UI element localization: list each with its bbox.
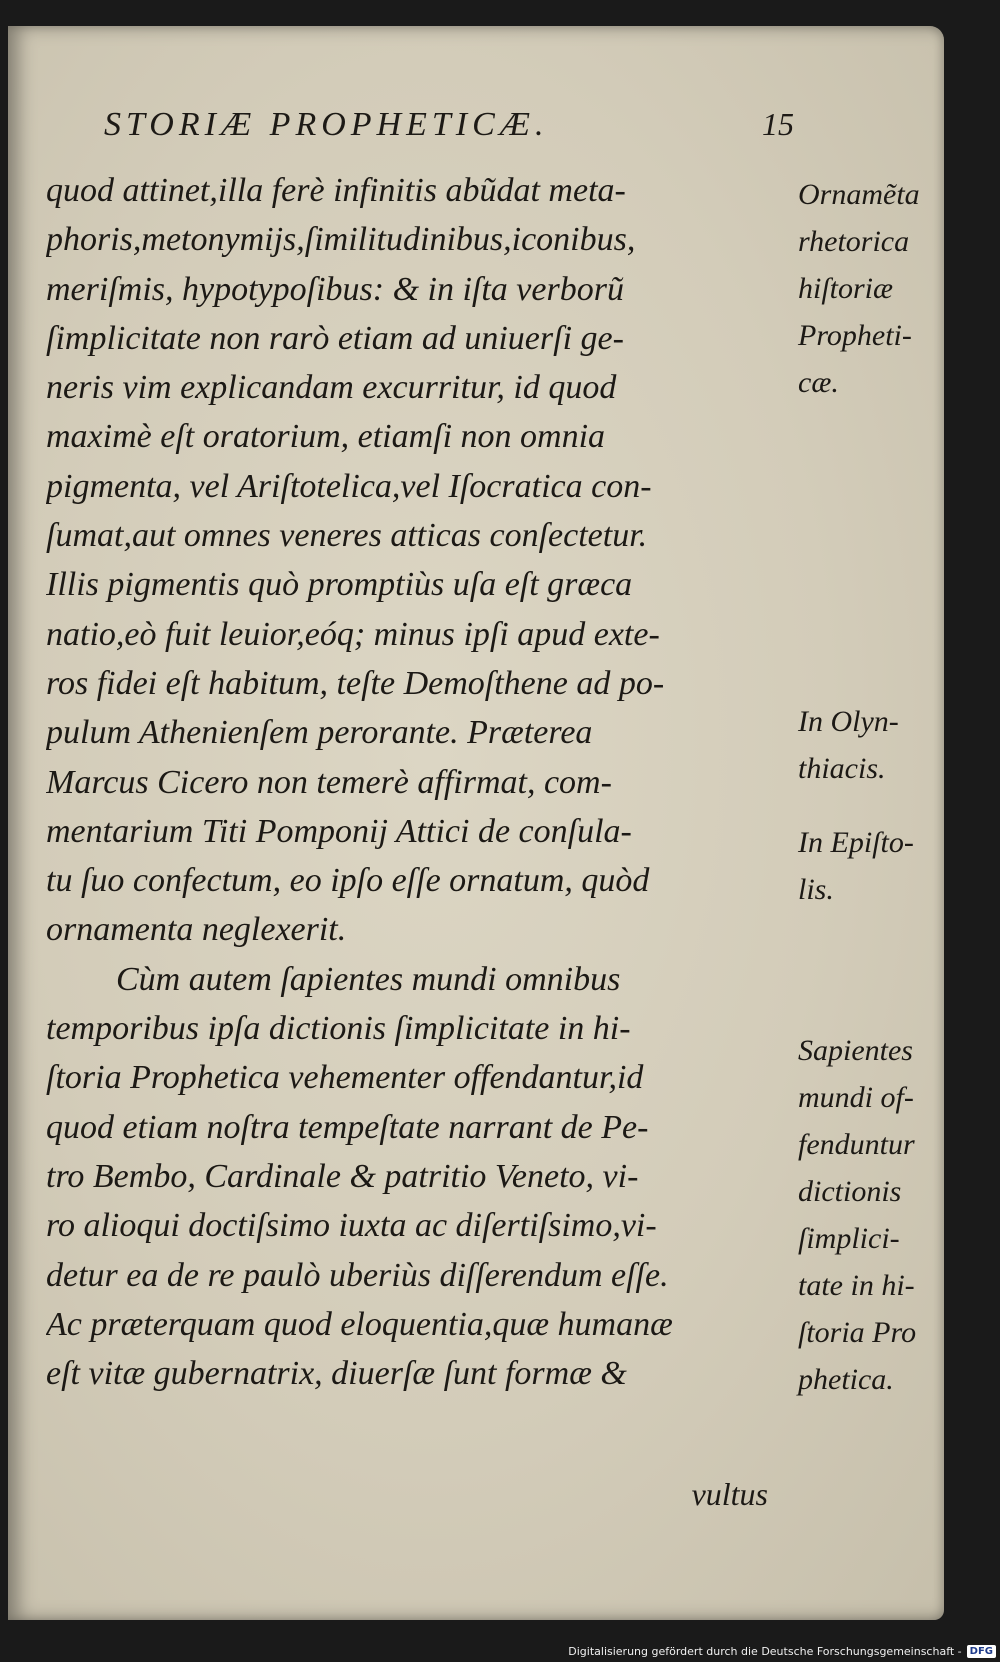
text-line: Ac præterquam quod eloquentia,quæ humanæ [46,1305,673,1343]
marginal-note-line: phetica. [798,1363,894,1396]
catchword: vultus [691,1476,768,1512]
text-line: tu ſuo confectum, eo ipſo eſſe ornatum, quòd [46,862,650,900]
marginal-note-line: Propheti- [798,319,912,352]
marginal-note-line: lis. [798,873,834,906]
marginal-note-line: cæ. [798,366,839,399]
digitization-credit [568,1645,996,1658]
body-text [46,166,788,1398]
text-line: pulum Athenienſem perorante. Præterea [46,714,593,752]
text-line: ſtoria Prophetica vehementer offendantur,id [46,1059,644,1097]
text-line: quod etiam noſtra tempeſtate narrant de Pe- [46,1108,649,1146]
text-line: ſimplicitate non rarò etiam ad uniuerſi ge- [46,319,624,357]
marginal-note-sapientes [798,1027,958,1403]
marginal-note-line: hiſtoriæ [798,272,894,305]
dfg-logo: DFG [967,1645,996,1658]
text-line: neris vim explicandam excurritur, id quod [46,369,617,407]
text-line: mentarium Titi Pomponij Attici de conſula- [46,812,632,850]
text-line: quod attinet,illa ferè infinitis abũdat meta- [46,172,626,209]
marginal-note-line: Ornamẽta [798,178,920,211]
text-line: pigmenta, vel Ariſtotelica,vel Iſocratica con- [46,467,652,505]
marginal-note-line: In Olyn- [798,705,899,738]
text-line: natio,eò fuit leuior,eóq; minus ipſi apud exte- [46,615,660,653]
marginal-note-line: tate in hi- [798,1269,915,1302]
marginal-note-line: In Epiſto- [798,826,914,859]
marginal-note-line: dictionis [798,1175,902,1208]
book-page [8,26,944,1620]
text-line: detur ea de re paulò uberiùs diſſerendum eſſe. [46,1256,669,1294]
marginal-note-line: rhetorica [798,225,910,258]
marginal-note-line: mundi of- [798,1081,914,1114]
marginal-note-olynthiacis [798,698,958,792]
marginal-note-ornamenta [798,171,958,406]
text-line: temporibus ipſa dictionis ſimplicitate in hi- [46,1010,631,1048]
page-number: 15 [762,106,794,142]
text-line: eſt vitæ gubernatrix, diuerſæ ſunt formæ & [46,1355,627,1393]
marginal-note-line: fenduntur [798,1128,915,1161]
text-line: Marcus Cicero non temerè affirmat, com- [46,763,612,801]
running-head [104,106,794,144]
text-line: ros fidei eſt habitum, teſte Demoſthene ad po- [46,664,665,702]
text-line: ornamenta neglexerit. [46,911,347,949]
text-line: Illis pigmentis quò promptiùs uſa eſt græca [46,566,633,604]
marginal-note-epistolis [798,819,958,913]
text-line: tro Bembo, Cardinale & patritio Veneto, vi- [46,1157,639,1195]
marginal-note-line: Sapientes [798,1034,913,1067]
text-line: phoris,metonymijs,ſimilitudinibus,iconibus, [46,221,636,259]
marginal-note-line: thiacis. [798,752,886,785]
text-line: ro alioqui doctiſsimo iuxta ac diſertiſsimo,vi- [46,1207,657,1245]
running-title: STORIÆ PROPHETICÆ. [104,106,549,143]
marginal-note-line: ſtoria Pro [798,1316,917,1349]
text-line: ſumat,aut omnes veneres atticas conſectetur. [46,517,648,555]
paragraph-start-line: Cùm autem ſapientes mundi omnibus [116,960,621,998]
text-line: meriſmis, hypotypoſibus: & in iſta verborũ [46,270,624,308]
credit-text: Digitalisierung gefördert durch die Deutsche Forschungsgemeinschaft - [568,1645,962,1658]
marginal-note-line: ſimplici- [798,1222,900,1255]
text-line: maximè eſt oratorium, etiamſi non omnia [46,418,606,456]
